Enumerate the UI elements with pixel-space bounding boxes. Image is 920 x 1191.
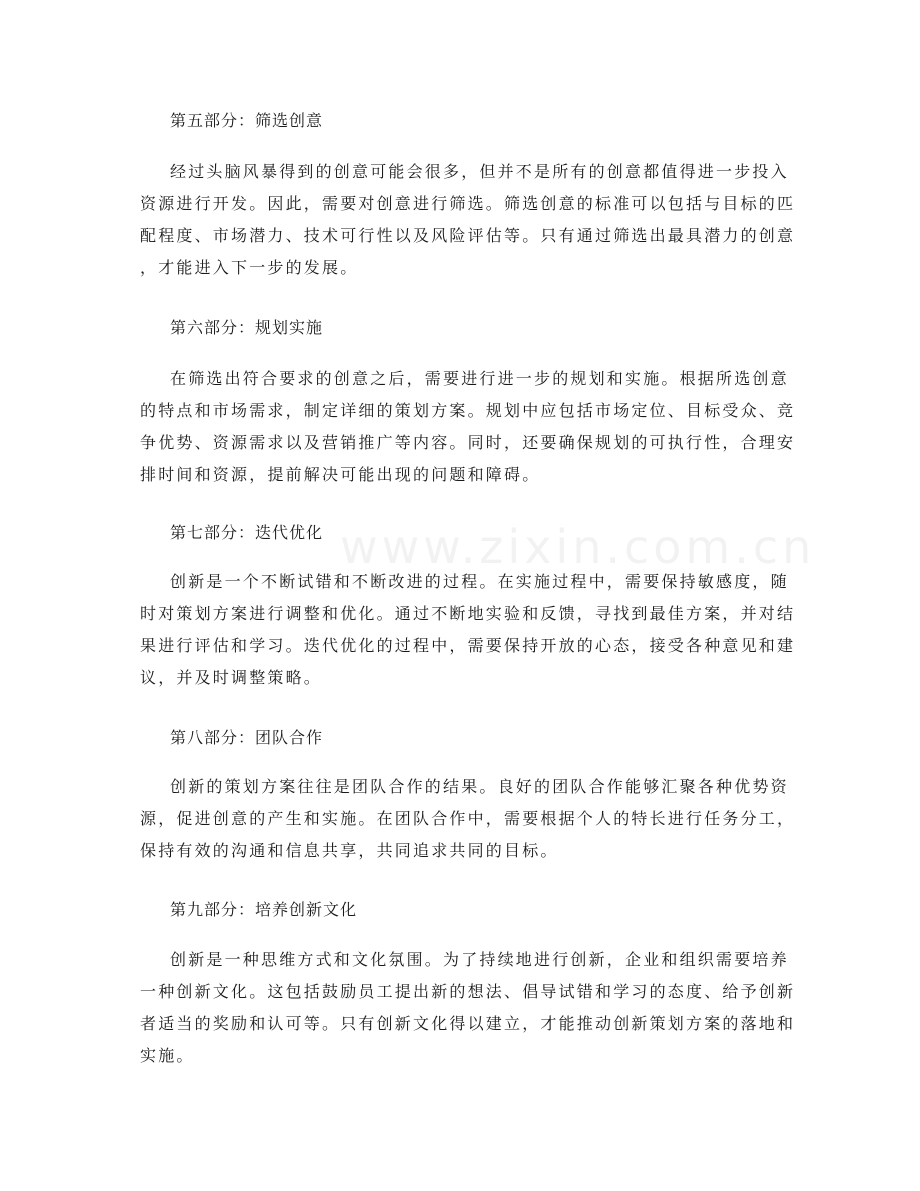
section-paragraph-5 — [140, 156, 796, 284]
paragraph-line: 经过头脑风暴得到的创意可能会很多，但并不是所有的创意都值得进一步投入 — [170, 162, 789, 181]
section-heading-8: 第八部分：团队合作 — [170, 728, 324, 747]
paragraph-line: 资源进行开发。因此，需要对创意进行筛选。筛选创意的标准可以包括与目标的匹 — [140, 194, 796, 213]
paragraph-line: 者适当的奖励和认可等。只有创新文化得以建立，才能推动创新策划方案的落地和 — [140, 1014, 796, 1033]
paragraph-line: 果进行评估和学习。迭代优化的过程中，需要保持开放的心态，接受各种意见和建 — [140, 636, 796, 655]
paragraph-line: 时对策划方案进行调整和优化。通过不断地实验和反馈，寻找到最佳方案，并对结 — [140, 604, 796, 623]
section-paragraph-9 — [140, 944, 796, 1072]
paragraph-line: 保持有效的沟通和信息共享，共同追求共同的目标。 — [140, 841, 559, 860]
paragraph-line: 的特点和市场需求，制定详细的策划方案。规划中应包括市场定位、目标受众、竞 — [140, 401, 796, 420]
section-heading-7: 第七部分：迭代优化 — [170, 523, 324, 542]
paragraph-line: 议，并及时调整策略。 — [140, 668, 323, 687]
paragraph-line: 创新的策划方案往往是团队合作的结果。良好的团队合作能够汇聚各种优势资 — [170, 777, 789, 796]
section-paragraph-8 — [140, 771, 796, 867]
paragraph-line: 实施。 — [140, 1046, 195, 1065]
paragraph-line: 创新是一种思维方式和文化氛围。为了持续地进行创新，企业和组织需要培养 — [170, 950, 789, 969]
section-paragraph-7 — [140, 566, 796, 694]
section-heading-6: 第六部分：规划实施 — [170, 318, 324, 337]
paragraph-line: 排时间和资源，提前解决可能出现的问题和障碍。 — [140, 465, 541, 484]
paragraph-line: 在筛选出符合要求的创意之后，需要进行进一步的规划和实施。根据所选创意 — [170, 369, 789, 388]
paragraph-line: ，才能进入下一步的发展。 — [140, 258, 359, 277]
paragraph-line: 创新是一个不断试错和不断改进的过程。在实施过程中，需要保持敏感度，随 — [170, 572, 789, 591]
paragraph-line: 一种创新文化。这包括鼓励员工提出新的想法、倡导试错和学习的态度、给予创新 — [140, 982, 796, 1001]
section-paragraph-6 — [140, 363, 796, 491]
paragraph-line: 争优势、资源需求以及营销推广等内容。同时，还要确保规划的可执行性，合理安 — [140, 433, 796, 452]
section-heading-9: 第九部分：培养创新文化 — [170, 900, 358, 919]
paragraph-line: 配程度、市场潜力、技术可行性以及风险评估等。只有通过筛选出最具潜力的创意 — [140, 226, 796, 245]
section-heading-5: 第五部分：筛选创意 — [170, 111, 324, 130]
watermark: www.zixin.com.cn — [340, 520, 816, 574]
paragraph-line: 源，促进创意的产生和实施。在团队合作中，需要根据个人的特长进行任务分工， — [140, 809, 796, 828]
